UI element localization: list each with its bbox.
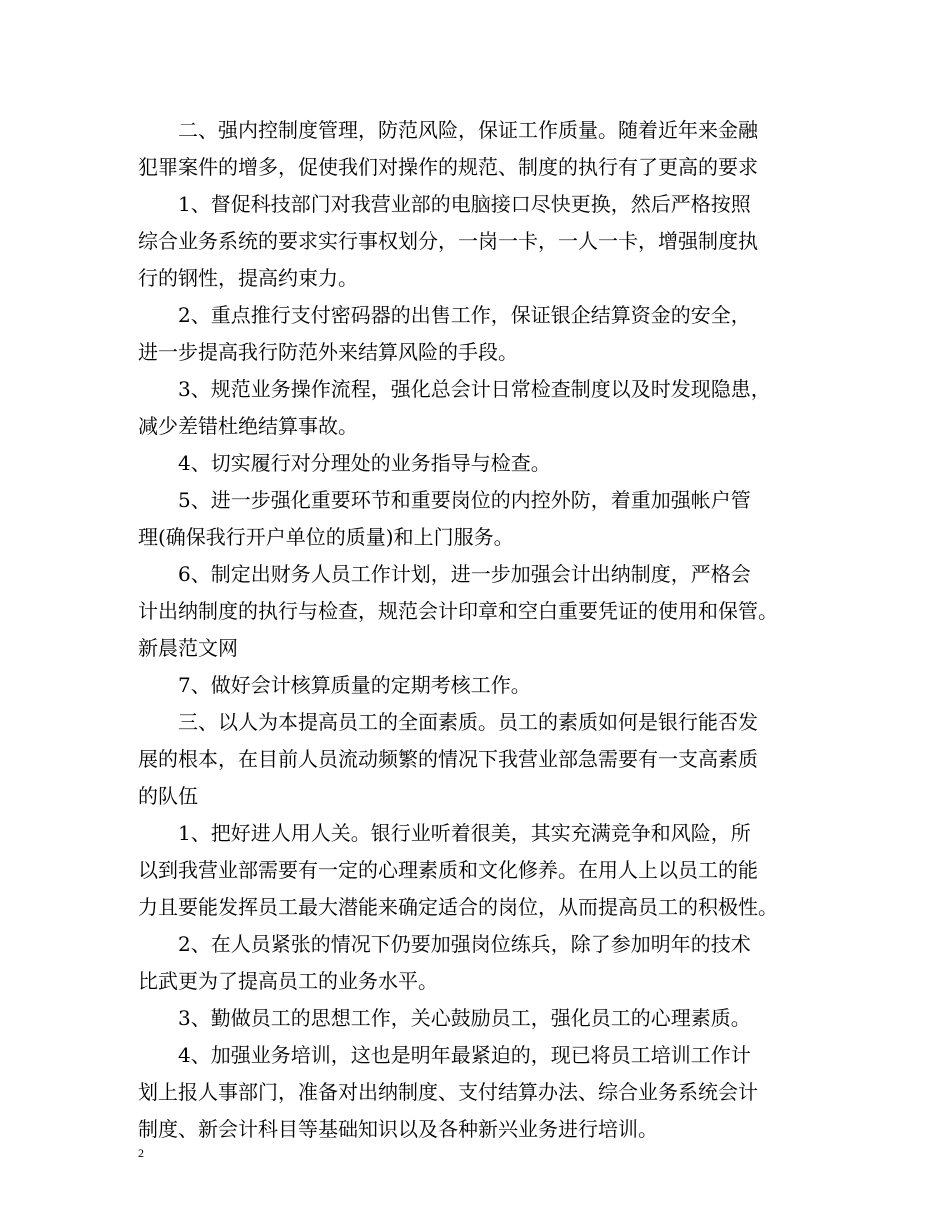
text-line: 二、强内控制度管理，防范风险，保证工作质量。随着近年来金融: [178, 118, 758, 142]
text-line: 2、重点推行支付密码器的出售工作，保证银企结算资金的安全，: [178, 303, 751, 327]
text-line: 4、加强业务培训，这也是明年最紧迫的，现已将员工培训工作计: [178, 1043, 751, 1067]
text-line: 理(确保我行开户单位的质量)和上门服务。: [138, 525, 514, 549]
text-line: 制度、新会计科目等基础知识以及各种新兴业务进行培训。: [138, 1117, 658, 1141]
text-line: 1、督促科技部门对我营业部的电脑接口尽快更换，然后严格按照: [178, 192, 751, 216]
text-line: 减少差错杜绝结算事故。: [138, 414, 358, 438]
text-line: 4、切实履行对分理处的业务指导与检查。: [178, 451, 551, 475]
text-line: 计出纳制度的执行与检查，规范会计印章和空白重要凭证的使用和保管。: [138, 599, 778, 623]
text-line: 以到我营业部需要有一定的心理素质和文化修养。在用人上以员工的能: [138, 858, 758, 882]
text-line: 综合业务系统的要求实行事权划分，一岗一卡，一人一卡，增强制度执: [138, 229, 758, 253]
text-line: 划上报人事部门，准备对出纳制度、支付结算办法、综合业务系统会计: [138, 1080, 758, 1104]
text-line: 进一步提高我行防范外来结算风险的手段。: [138, 340, 518, 364]
text-line: 3、规范业务操作流程，强化总会计日常检查制度以及时发现隐患，: [178, 377, 771, 401]
text-line: 的队伍: [138, 784, 198, 808]
text-line: 行的钢性，提高约束力。: [138, 266, 358, 290]
text-line: 1、把好进人用人关。银行业听着很美，其实充满竞争和风险，所: [178, 821, 751, 845]
text-line: 6、制定出财务人员工作计划，进一步加强会计出纳制度，严格会: [178, 562, 751, 586]
text-line: 展的根本，在目前人员流动频繁的情况下我营业部急需要有一支高素质: [138, 747, 758, 771]
text-line: 5、进一步强化重要环节和重要岗位的内控外防，着重加强帐户管: [178, 488, 751, 512]
text-line: 7、做好会计核算质量的定期考核工作。: [178, 673, 531, 697]
text-line: 3、勤做员工的思想工作，关心鼓励员工，强化员工的心理素质。: [178, 1006, 751, 1030]
text-line: 犯罪案件的增多，促使我们对操作的规范、制度的执行有了更高的要求: [138, 155, 758, 179]
page-number: 2: [138, 1146, 144, 1160]
text-line: 三、以人为本提高员工的全面素质。员工的素质如何是银行能否发: [178, 710, 758, 734]
text-line: 比武更为了提高员工的业务水平。: [138, 969, 438, 993]
text-line: 力且要能发挥员工最大潜能来确定适合的岗位，从而提高员工的积极性。: [138, 895, 778, 919]
text-line: 2、在人员紧张的情况下仍要加强岗位练兵，除了参加明年的技术: [178, 932, 751, 956]
text-line: 新晨范文网: [138, 636, 238, 660]
